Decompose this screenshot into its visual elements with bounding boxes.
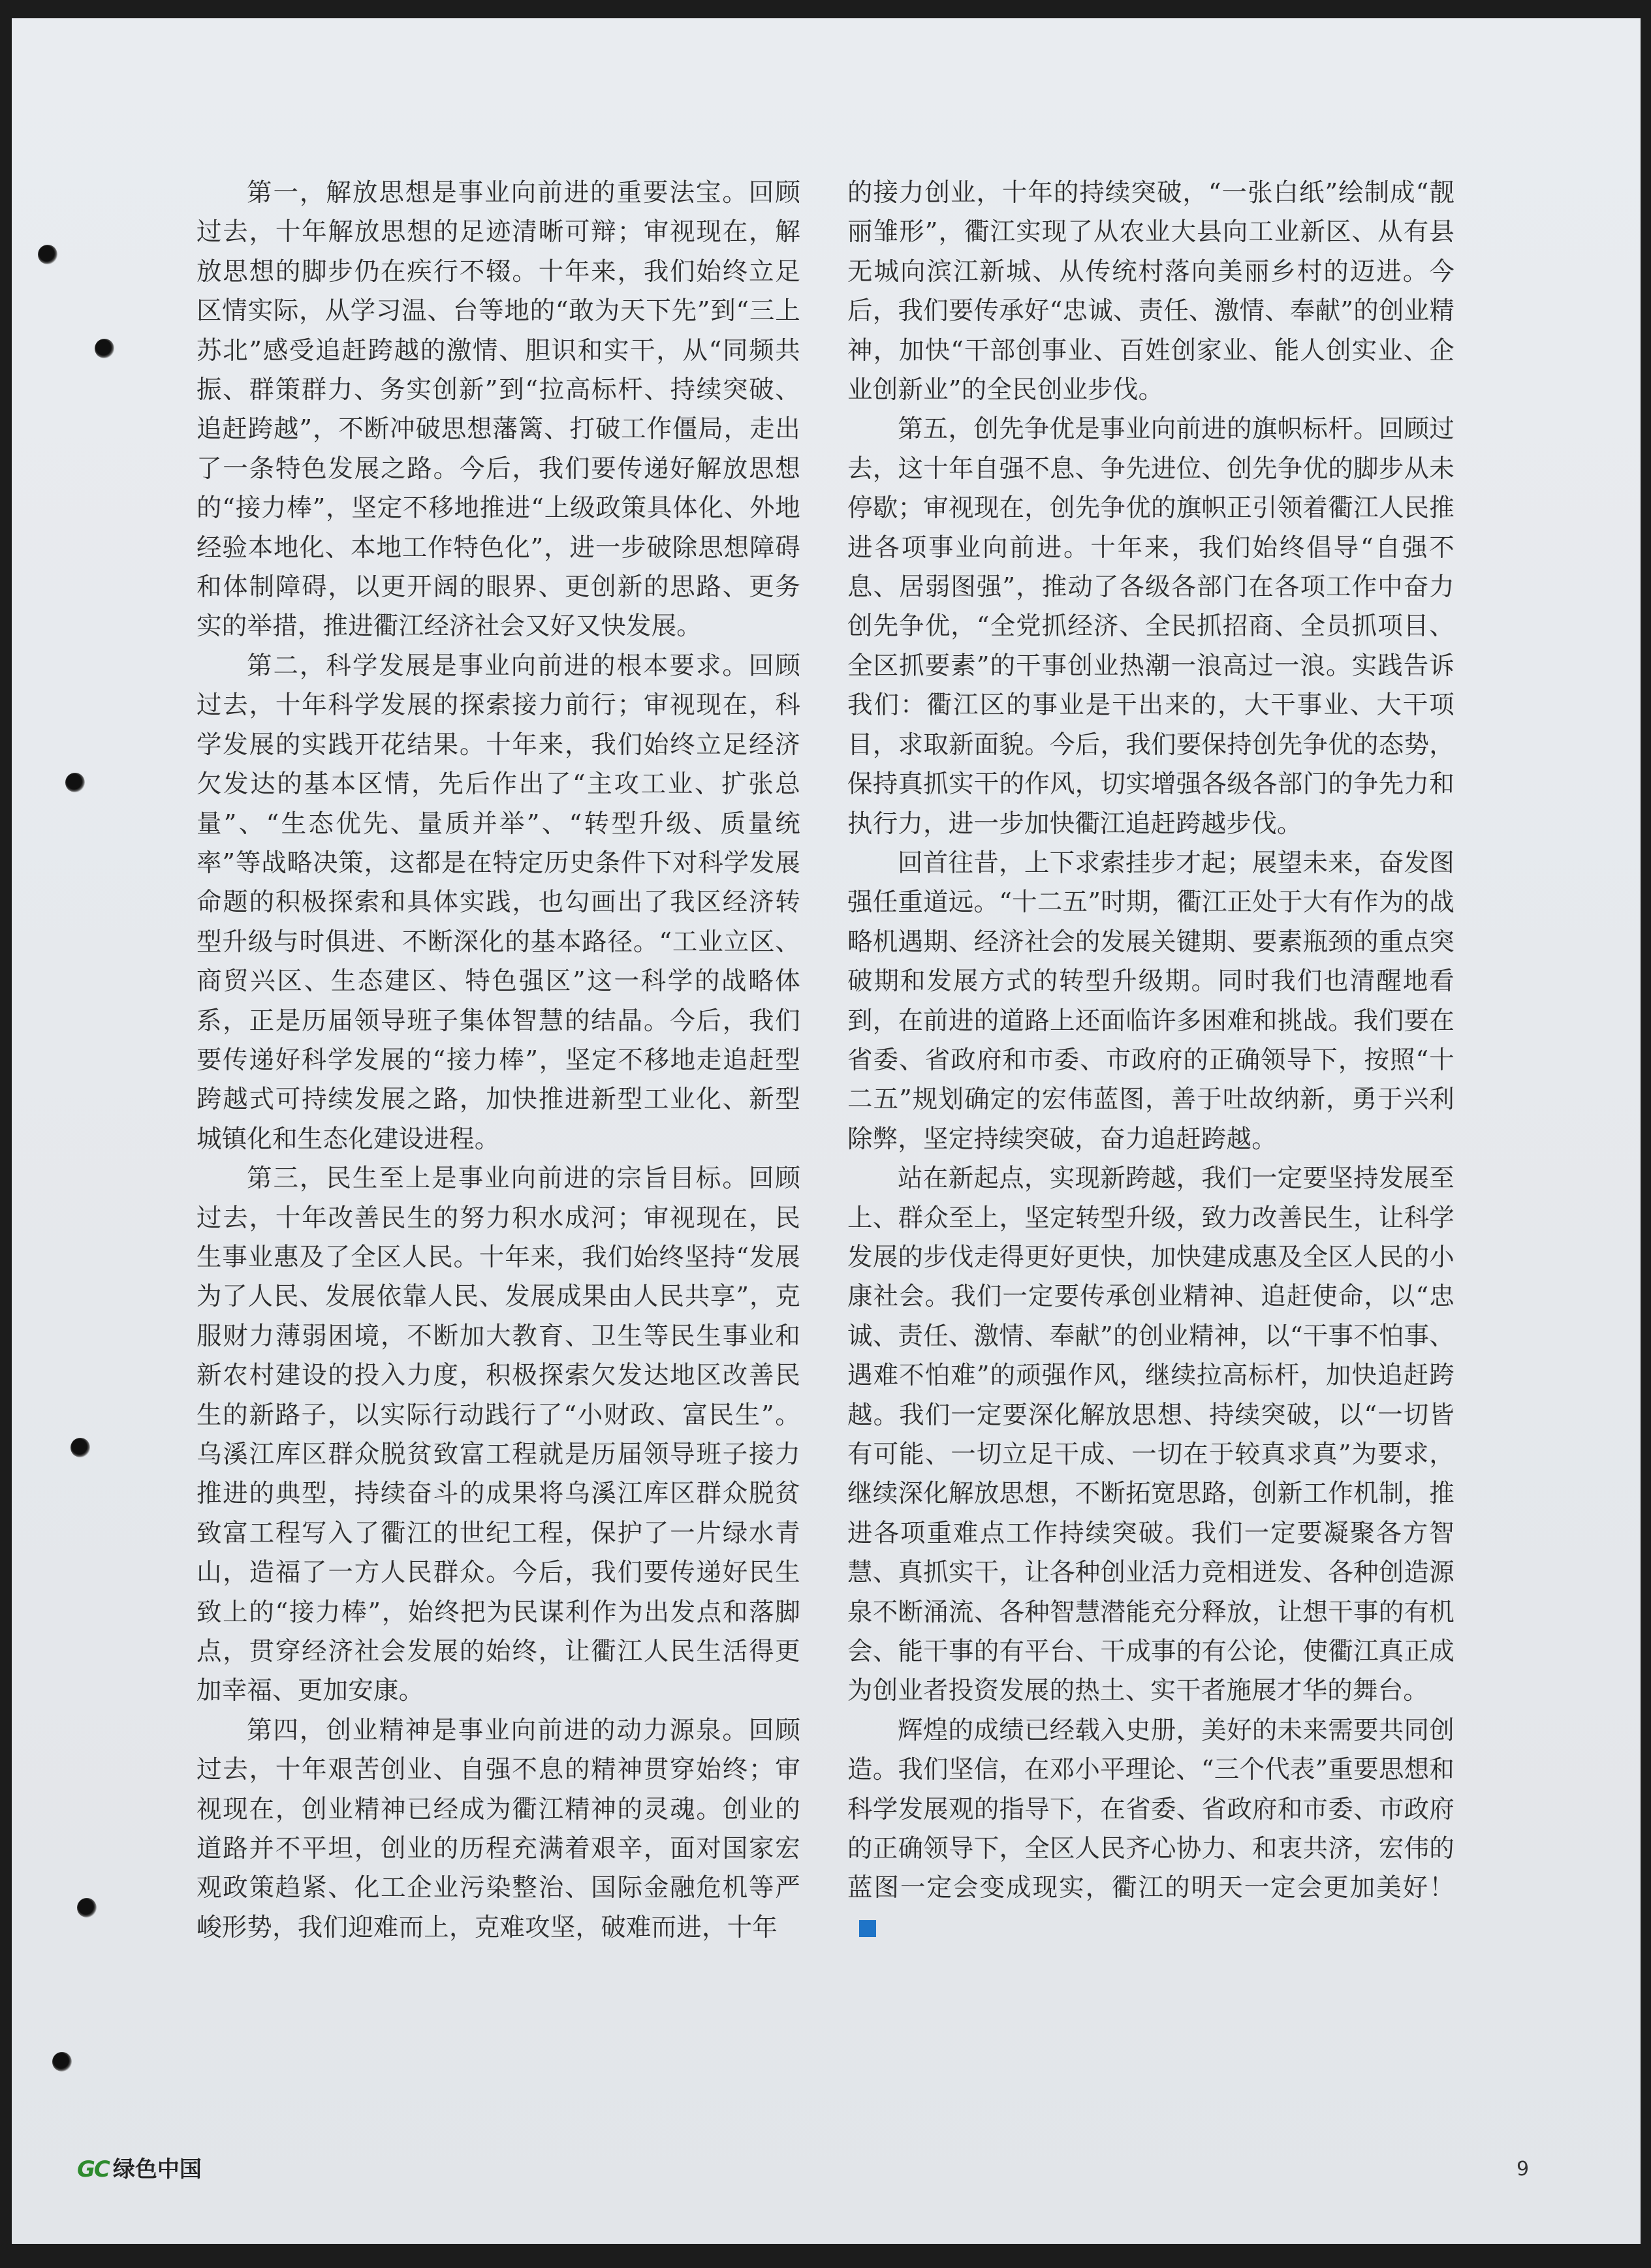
page-number: 9 — [1517, 2158, 1530, 2181]
right-column — [847, 174, 1454, 1948]
magazine-page — [12, 18, 1641, 2244]
left-column — [197, 174, 800, 1948]
logo-mark: GC — [77, 2156, 109, 2183]
binder-hole — [71, 1438, 90, 1457]
logo-text: 绿色中国 — [112, 2156, 202, 2183]
paragraph-final — [847, 1711, 1454, 1948]
paragraph: 第二，科学发展是事业向前进的根本要求。回顾过去，十年科学发展的探索接力前行；审视现在，科学发展的实践开花结果。十年来，我们始终立足经济欠发达的基本区情，先后作出了“主攻工业、扩张总量”、“生态优先、量质并举”、“转型升级、质量统率”等战略决策，这都是在特定历史条件下对科学发展命题的积极探索和具体实践，也勾画出了我区经济转型升级与时俱进、不断深化的基本路径。“工业立区、商贸兴区、生态建区、特色强区”这一科学的战略体系，正是历届领导班子集体智慧的结晶。今后，我们要传递好科学发展的“接力棒”，坚定不移地走追赶型跨越式可持续发展之路，加快推进新型工业化、新型城镇化和生态化建设进程。 — [197, 651, 800, 1154]
paragraph: 回首往昔，上下求索挂步才起；展望未来，奋发图强任重道远。“十二五”时期，衢江正处于大有作为的战略机遇期、经济社会的发展关键期、要素瓶颈的重点突破期和发展方式的转型升级期。同时我们也清醒地看到，在前进的道路上还面临许多困难和挑战。我们要在省委、省政府和市委、市政府的正确领导下，按照“十二五”规划确定的宏伟蓝图，善于吐故纳新，勇于兴利除弊，坚定持续突破，奋力追赶跨越。 — [847, 848, 1454, 1154]
paragraph: 站在新起点，实现新跨越，我们一定要坚持发展至上、群众至上，坚定转型升级，致力改善民生，让科学发展的步伐走得更好更快，加快建成惠及全区人民的小康社会。我们一定要传承创业精神、追赶使命，以“忠诚、责任、激情、奉献”的创业精神，以“干事不怕事、遇难不怕难”的顽强作风，继续拉高标杆，加快追赶跨越。我们一定要深化解放思想、持续突破，以“一切皆有可能、一切立足干成、一切在于较真求真”为要求，继续深化解放思想，不断拓宽思路，创新工作机制，推进各项重难点工作持续突破。我们一定要凝聚各方智慧、真抓实干，让各种创业活力竞相迸发、各种创造源泉不断涌流、各种智慧潜能充分释放，让想干事的有机会、能干事的有平台、干成事的有公论，使衢江真正成为创业者投资发展的热土、实干者施展才华的舞台。 — [847, 1164, 1454, 1706]
paragraph: 第四，创业精神是事业向前进的动力源泉。回顾过去，十年艰苦创业、自强不息的精神贯穿始终；审视现在，创业精神已经成为衢江精神的灵魂。创业的道路并不平坦，创业的历程充满着艰辛，面对国家宏观政策趋紧、化工企业污染整治、国际金融危机等严峻形势，我们迎难而上，克难攻坚，破难而进，十年 — [197, 1715, 800, 1942]
magazine-logo — [77, 2151, 202, 2183]
binder-hole — [65, 773, 85, 792]
article-end-square-icon — [859, 1920, 876, 1937]
binder-hole — [95, 339, 114, 358]
final-paragraph-text: 辉煌的成绩已经载入史册，美好的未来需要共同创造。我们坚信，在邓小平理论、“三个代表”重要思想和科学发展观的指导下，在省委、省政府和市委、市政府的正确领导下，全区人民齐心协力、和衷共济，宏伟的蓝图一定会变成现实，衢江的明天一定会更加美好！ — [847, 1715, 1454, 1903]
binder-hole — [52, 2052, 72, 2072]
binder-hole — [38, 245, 57, 264]
paragraph-continued: 的接力创业，十年的持续突破，“一张白纸”绘制成“靓丽雏形”，衢江实现了从农业大县向工业新区、从有县无城向滨江新城、从传统村落向美丽乡村的迈进。今后，我们要传承好“忠诚、责任、激情、奉献”的创业精神，加快“干部创事业、百姓创家业、能人创实业、企业创新业”的全民创业步伐。 — [847, 178, 1454, 405]
paragraph: 第三，民生至上是事业向前进的宗旨目标。回顾过去，十年改善民生的努力积水成河；审视现在，民生事业惠及了全区人民。十年来，我们始终坚持“发展为了人民、发展依靠人民、发展成果由人民共享”，克服财力薄弱困境，不断加大教育、卫生等民生事业和新农村建设的投入力度，积极探索欠发达地区改善民生的新路子，以实际行动践行了“小财政、富民生”。乌溪江库区群众脱贫致富工程就是历届领导班子接力推进的典型，持续奋斗的成果将乌溪江库区群众脱贫致富工程写入了衢江的世纪工程，保护了一片绿水青山，造福了一方人民群众。今后，我们要传递好民生致上的“接力棒”，始终把为民谋利作为出发点和落脚点，贯穿经济社会发展的始终，让衢江人民生活得更加幸福、更加安康。 — [197, 1164, 800, 1706]
binder-hole — [77, 1898, 97, 1918]
paragraph: 第五，创先争优是事业向前进的旗帜标杆。回顾过去，这十年自强不息、争先进位、创先争优的脚步从未停歇；审视现在，创先争优的旗帜正引领着衢江人民推进各项事业向前进。十年来，我们始终倡导“自强不息、居弱图强”，推动了各级各部门在各项工作中奋力创先争优，“全党抓经济、全民抓招商、全员抓项目、全区抓要素”的干事创业热潮一浪高过一浪。实践告诉我们：衢江区的事业是干出来的，大干事业、大干项目，求取新面貌。今后，我们要保持创先争优的态势，保持真抓实干的作风，切实增强各级各部门的争先力和执行力，进一步加快衢江追赶跨越步伐。 — [847, 414, 1454, 839]
paragraph: 第一，解放思想是事业向前进的重要法宝。回顾过去，十年解放思想的足迹清晰可辩；审视现在，解放思想的脚步仍在疾行不辍。十年来，我们始终立足区情实际，从学习温、台等地的“敢为天下先”到“三上苏北”感受追赶跨越的激情、胆识和实干，从“同频共振、群策群力、务实创新”到“拉高标杆、持续突破、追赶跨越”，不断冲破思想藩篱、打破工作僵局，走出了一条特色发展之路。今后，我们要传递好解放思想的“接力棒”，坚定不移地推进“上级政策具体化、外地经验本地化、本地工作特色化”，进一步破除思想障碍和体制障碍，以更开阔的眼界、更创新的思路、更务实的举措，推进衢江经济社会又好又快发展。 — [197, 178, 800, 642]
